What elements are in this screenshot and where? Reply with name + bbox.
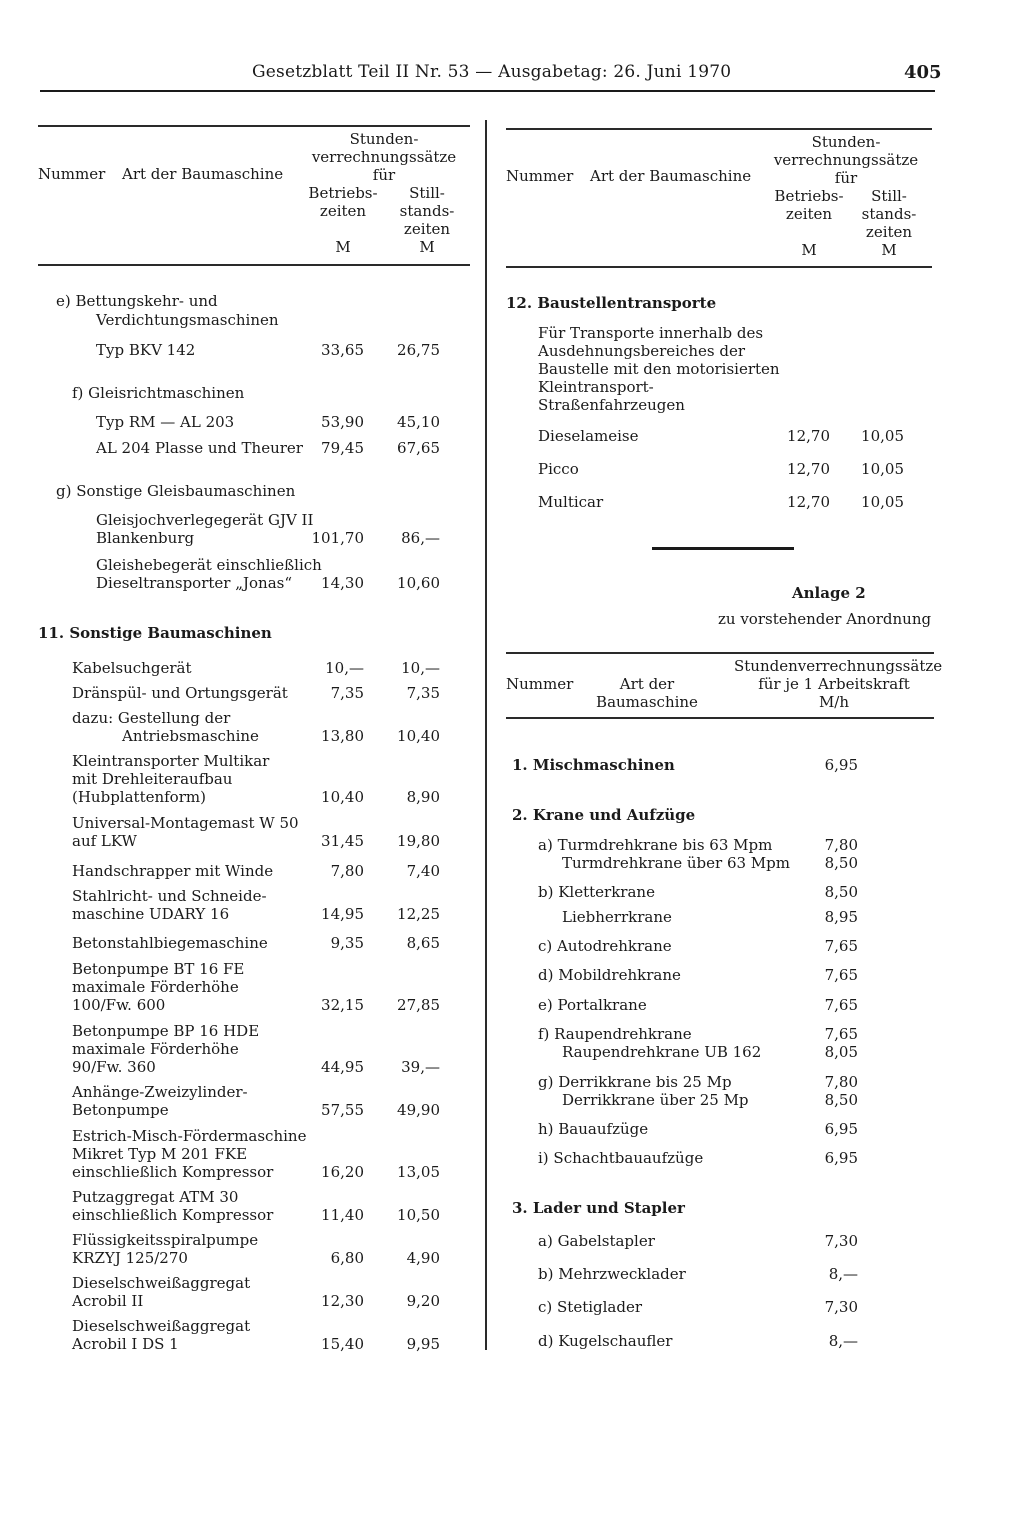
- col-header-fuer: für: [372, 166, 396, 184]
- row-value-stillstand: 8,65: [406, 934, 440, 952]
- column-separator: [485, 120, 487, 1350]
- row-label: Gleishebegerät einschließlich: [96, 556, 322, 574]
- row-value-stillstand: 49,90: [397, 1101, 440, 1119]
- row-label: Turmdrehkrane über 63 Mpm: [562, 854, 790, 872]
- section-heading: 3. Lader und Stapler: [512, 1199, 685, 1217]
- row-value-betrieb: 101,70: [311, 529, 364, 547]
- row-label: einschließlich Kompressor: [72, 1206, 274, 1224]
- row-label: b) Kletterkrane: [538, 883, 655, 901]
- row-label: f) Raupendrehkrane: [538, 1025, 692, 1043]
- row-label: f) Gleisrichtmaschinen: [72, 384, 245, 402]
- row-value: 7,30: [824, 1232, 858, 1250]
- row-label: Acrobil I DS 1: [72, 1335, 179, 1353]
- row-label: AL 204 Plasse und Theurer: [96, 439, 303, 457]
- row-label: Mikret Typ M 201 FKE: [72, 1145, 248, 1163]
- row-label: Putzaggregat ATM 30: [72, 1188, 239, 1206]
- row-value-betrieb: 14,95: [321, 905, 364, 923]
- row-value-betrieb: 10,—: [325, 659, 364, 677]
- anlage-col-header-nummer: Nummer: [506, 675, 574, 693]
- col-header-art: Art der Baumaschine: [122, 165, 284, 183]
- row-value-betrieb: 10,40: [321, 788, 364, 806]
- row-value-betrieb: 12,70: [787, 460, 830, 478]
- row-value: 6,95: [824, 1120, 858, 1138]
- col-header-stunden: Stunden-: [811, 133, 881, 151]
- row-value-stillstand: 8,90: [406, 788, 440, 806]
- section-heading: 2. Krane und Aufzüge: [512, 806, 696, 824]
- anlage-header-bottom-rule: [506, 717, 934, 719]
- row-value: 7,65: [824, 966, 858, 984]
- col-header-betriebs: Betriebs-: [308, 184, 378, 202]
- section-heading: 12. Baustellentransporte: [506, 294, 717, 312]
- row-label: Straßenfahrzeugen: [538, 396, 685, 414]
- row-label: (Hubplattenform): [72, 788, 206, 806]
- row-value-betrieb: 53,90: [321, 413, 364, 431]
- row-value: 8,05: [824, 1043, 858, 1061]
- row-value-betrieb: 16,20: [321, 1163, 364, 1181]
- col-header-unit-1: M: [801, 241, 817, 259]
- row-label: Anhänge-Zweizylinder-: [72, 1083, 248, 1101]
- row-value-stillstand: 10,05: [861, 427, 904, 445]
- row-value-stillstand: 19,80: [397, 832, 440, 850]
- row-value-stillstand: 10,60: [397, 574, 440, 592]
- row-label: h) Bauaufzüge: [538, 1120, 649, 1138]
- anlage-col-header-art-2: Baumaschine: [596, 693, 698, 711]
- row-value: 7,65: [824, 937, 858, 955]
- col-header-still-zeiten: zeiten: [403, 220, 451, 238]
- row-label: Kleintransporter Multikar: [72, 752, 270, 770]
- section-heading: 1. Mischmaschinen: [512, 756, 675, 774]
- row-value-stillstand: 7,35: [406, 684, 440, 702]
- col-header-unit-1: M: [335, 238, 351, 256]
- anlage-subtitle: zu vorstehender Anordnung: [718, 610, 932, 628]
- row-value-betrieb: 13,80: [321, 727, 364, 745]
- row-value: 7,30: [824, 1298, 858, 1316]
- row-label: i) Schachtbauaufzüge: [538, 1149, 704, 1167]
- row-label: a) Gabelstapler: [538, 1232, 655, 1250]
- row-label: Estrich-Misch-Fördermaschine: [72, 1127, 307, 1145]
- row-label: g) Derrikkrane bis 25 Mp: [538, 1073, 732, 1091]
- row-value-stillstand: 12,25: [397, 905, 440, 923]
- row-label: e) Bettungskehr- und: [56, 292, 218, 310]
- row-label: d) Mobildrehkrane: [538, 966, 681, 984]
- row-label: Kleintransport-: [538, 378, 654, 396]
- row-value-stillstand: 10,—: [401, 659, 440, 677]
- header-bottom-rule: [38, 264, 470, 266]
- anlage-col-header-satz-3: M/h: [818, 693, 850, 711]
- col-header-unit-2: M: [881, 241, 897, 259]
- row-label: mit Drehleiteraufbau: [72, 770, 233, 788]
- row-label: Dieseltransporter „Jonas“: [96, 574, 293, 592]
- row-value: 6,95: [824, 756, 858, 774]
- right-table-header: [506, 124, 932, 269]
- row-label: Dieselameise: [538, 427, 639, 445]
- row-value-stillstand: 27,85: [397, 996, 440, 1014]
- row-label: c) Autodrehkrane: [538, 937, 672, 955]
- row-label: e) Portalkrane: [538, 996, 647, 1014]
- row-label: einschließlich Kompressor: [72, 1163, 274, 1181]
- row-value-betrieb: 6,80: [330, 1249, 364, 1267]
- col-header-nummer: Nummer: [506, 167, 574, 185]
- row-label: Betonpumpe BT 16 FE: [72, 960, 245, 978]
- col-header-betriebs: Betriebs-: [774, 187, 844, 205]
- row-value-stillstand: 10,40: [397, 727, 440, 745]
- row-value: 8,50: [824, 883, 858, 901]
- row-value: 7,65: [824, 996, 858, 1014]
- row-value: 8,—: [828, 1332, 858, 1350]
- row-value-stillstand: 10,05: [861, 493, 904, 511]
- col-header-stunden: Stunden-: [349, 130, 419, 148]
- row-label: maschine UDARY 16: [72, 905, 230, 923]
- row-label: Baustelle mit den motorisierten: [538, 360, 780, 378]
- header-rule: [40, 90, 935, 92]
- header-top-rule: [506, 128, 932, 130]
- row-label: dazu: Gestellung der: [72, 709, 231, 727]
- row-value: 8,50: [824, 854, 858, 872]
- page-number: 405: [904, 62, 942, 83]
- row-value-betrieb: 12,30: [321, 1292, 364, 1310]
- row-label: Typ BKV 142: [96, 341, 196, 359]
- row-value-betrieb: 31,45: [321, 832, 364, 850]
- col-header-unit-2: M: [419, 238, 435, 256]
- right-column: [506, 124, 932, 511]
- row-label: b) Mehrzwecklader: [538, 1265, 686, 1283]
- row-value-stillstand: 9,95: [406, 1335, 440, 1353]
- anlage-col-header-satz-2: für je 1 Arbeitskraft: [758, 675, 910, 693]
- section-heading: 11. Sonstige Baumaschinen: [38, 624, 272, 642]
- col-header-zeiten: zeiten: [319, 202, 367, 220]
- row-label: Typ RM — AL 203: [96, 413, 235, 431]
- row-label: Multicar: [538, 493, 604, 511]
- row-value-stillstand: 10,05: [861, 460, 904, 478]
- row-label: Betonpumpe: [72, 1101, 169, 1119]
- row-value-stillstand: 10,50: [397, 1206, 440, 1224]
- row-label: Dieselschweißaggregat: [72, 1317, 251, 1335]
- row-label: 100/Fw. 600: [72, 996, 166, 1014]
- row-label: Handschrapper mit Winde: [72, 862, 274, 880]
- row-value-stillstand: 7,40: [406, 862, 440, 880]
- anlage-col-header-art-1: Art der: [619, 675, 675, 693]
- row-value-stillstand: 39,—: [401, 1058, 440, 1076]
- row-label: auf LKW: [72, 832, 137, 850]
- row-value: 8,—: [828, 1265, 858, 1283]
- col-header-still: Still-: [409, 184, 445, 202]
- col-header-nummer: Nummer: [38, 165, 106, 183]
- row-label: Betonstahlbiegemaschine: [72, 934, 268, 952]
- row-label: Picco: [538, 460, 579, 478]
- col-header-fuer: für: [834, 169, 858, 187]
- row-value-betrieb: 12,70: [787, 493, 830, 511]
- row-label: Raupendrehkrane UB 162: [562, 1043, 762, 1061]
- row-label: Antriebsmaschine: [122, 727, 259, 745]
- row-value: 7,80: [824, 836, 858, 854]
- row-label: Derrikkrane über 25 Mp: [562, 1091, 749, 1109]
- left-table-header: [38, 124, 470, 269]
- row-value-betrieb: 44,95: [321, 1058, 364, 1076]
- row-value: 7,65: [824, 1025, 858, 1043]
- row-value-stillstand: 13,05: [397, 1163, 440, 1181]
- row-value: 8,50: [824, 1091, 858, 1109]
- row-value-betrieb: 7,80: [330, 862, 364, 880]
- row-value-betrieb: 12,70: [787, 427, 830, 445]
- row-value: 7,80: [824, 1073, 858, 1091]
- row-label: maximale Förderhöhe: [72, 978, 239, 996]
- row-value-stillstand: 45,10: [397, 413, 440, 431]
- row-label: Verdichtungsmaschinen: [96, 311, 279, 329]
- row-value-betrieb: 33,65: [321, 341, 364, 359]
- col-header-still: Still-: [871, 187, 907, 205]
- row-label: Liebherrkrane: [562, 908, 672, 926]
- left-column: [38, 124, 470, 1353]
- row-label: g) Sonstige Gleisbaumaschinen: [56, 482, 296, 500]
- row-value-betrieb: 57,55: [321, 1101, 364, 1119]
- row-value: 6,95: [824, 1149, 858, 1167]
- row-label: Betonpumpe BP 16 HDE: [72, 1022, 260, 1040]
- header-bottom-rule: [506, 266, 932, 268]
- row-value: 8,95: [824, 908, 858, 926]
- row-value-betrieb: 11,40: [321, 1206, 364, 1224]
- row-label: Für Transporte innerhalb des: [538, 324, 764, 342]
- col-header-art: Art der Baumaschine: [590, 167, 752, 185]
- row-label: a) Turmdrehkrane bis 63 Mpm: [538, 836, 773, 854]
- row-label: Stahlricht- und Schneide-: [72, 887, 267, 905]
- row-label: 90/Fw. 360: [72, 1058, 156, 1076]
- col-header-zeiten: zeiten: [785, 205, 833, 223]
- col-header-verrechnung: verrechnungssätze: [311, 148, 457, 166]
- row-label: Gleisjochverlegegerät GJV II: [96, 511, 314, 529]
- row-value-betrieb: 15,40: [321, 1335, 364, 1353]
- row-label: Dränspül- und Ortungsgerät: [72, 684, 288, 702]
- row-label: KRZYJ 125/270: [72, 1249, 188, 1267]
- row-label: Dieselschweißaggregat: [72, 1274, 251, 1292]
- row-value-stillstand: 4,90: [406, 1249, 440, 1267]
- row-label: c) Stetiglader: [538, 1298, 643, 1316]
- row-label: Kabelsuchgerät: [72, 659, 192, 677]
- row-label: maximale Förderhöhe: [72, 1040, 239, 1058]
- row-value-stillstand: 67,65: [397, 439, 440, 457]
- row-label: Blankenburg: [96, 529, 195, 547]
- row-label: Acrobil II: [72, 1292, 144, 1310]
- row-value-betrieb: 79,45: [321, 439, 364, 457]
- row-value-betrieb: 9,35: [330, 934, 364, 952]
- row-value-stillstand: 86,—: [401, 529, 440, 547]
- col-header-stands: stands-: [861, 205, 917, 223]
- header-top-rule: [38, 125, 470, 127]
- section-divider: [652, 547, 794, 550]
- page-header-title: Gesetzblatt Teil II Nr. 53 — Ausgabetag: 26. Juni 1970: [252, 62, 732, 82]
- row-value-betrieb: 32,15: [321, 996, 364, 1014]
- anlage-title: Anlage 2: [792, 584, 866, 602]
- anlage-header-top-rule: [506, 652, 934, 654]
- row-value-stillstand: 9,20: [406, 1292, 440, 1310]
- row-value-betrieb: 14,30: [321, 574, 364, 592]
- row-value-stillstand: 26,75: [397, 341, 440, 359]
- row-label: d) Kugelschaufler: [538, 1332, 673, 1350]
- col-header-verrechnung: verrechnungssätze: [773, 151, 919, 169]
- row-label: Universal-Montagemast W 50: [72, 814, 299, 832]
- row-label: Ausdehnungsbereiches der: [538, 342, 745, 360]
- row-value-betrieb: 7,35: [330, 684, 364, 702]
- row-label: Flüssigkeitsspiralpumpe: [72, 1231, 259, 1249]
- col-header-still-zeiten: zeiten: [865, 223, 913, 241]
- anlage-col-header-satz-1: Stundenverrechnungssätze: [734, 657, 943, 675]
- col-header-stands: stands-: [399, 202, 455, 220]
